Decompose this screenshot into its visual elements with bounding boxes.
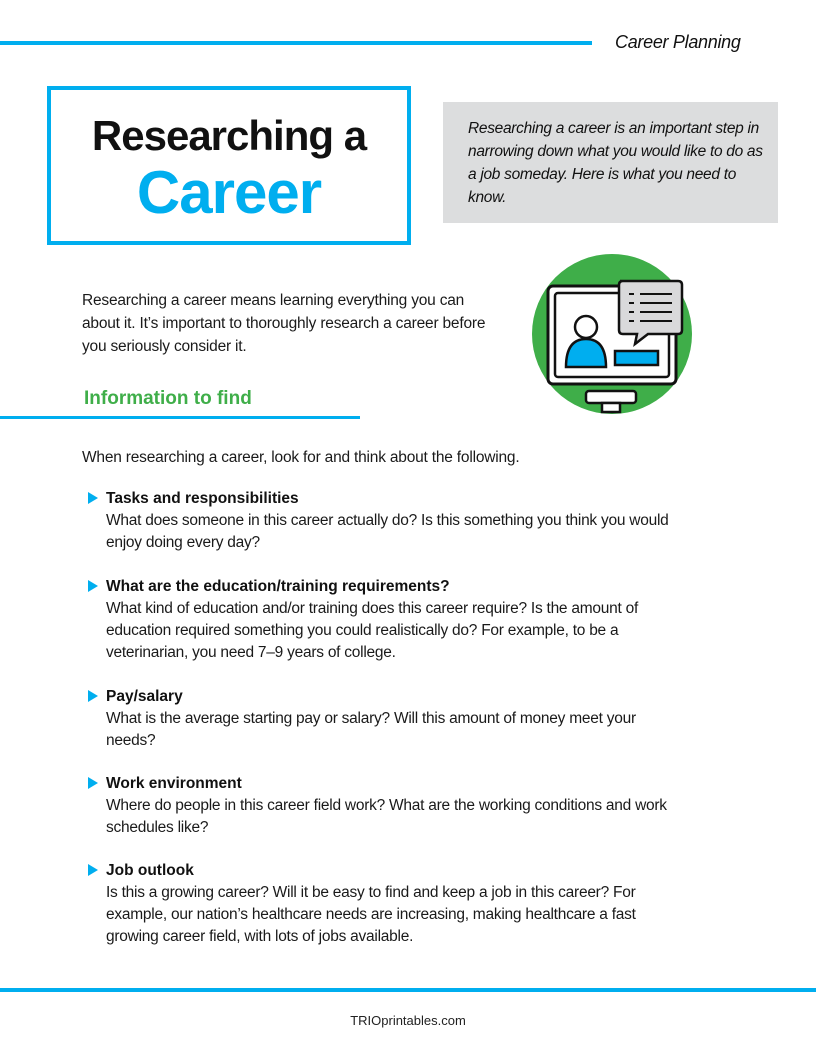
intro-paragraph: Researching a career means learning everything you can about it. It’s important to thoroughly research a career before you seriously consider it. bbox=[82, 292, 486, 355]
item-text: Is this a growing career? Will it be easy to find and keep a job in this career? For example, our nation’s healthcare needs are increasing, making healthcare a fast growing career field, with lots of jobs available. bbox=[106, 884, 636, 945]
item-title: Job outlook bbox=[106, 862, 194, 879]
page-title-line1: Researching a bbox=[91, 112, 367, 159]
item-title: Work environment bbox=[106, 775, 242, 792]
header-rule bbox=[0, 41, 592, 45]
triangle-bullet-icon bbox=[88, 864, 98, 876]
item-text: What kind of education and/or training does this career require? Is the amount of education required something you could realistically do? For example, to be a veterinarian, you need 7–9 years of college. bbox=[106, 600, 639, 661]
page-title-line2: Career bbox=[136, 159, 322, 226]
summary-box bbox=[443, 102, 778, 223]
item-text: What does someone in this career actually do? Is this something you think you would enjoy doing every day? bbox=[106, 512, 669, 551]
item-title: Pay/salary bbox=[106, 688, 183, 705]
triangle-bullet-icon bbox=[88, 580, 98, 592]
computer-profile-chat-icon bbox=[530, 254, 694, 418]
item-text: What is the average starting pay or salary? Will this amount of money meet your needs? bbox=[106, 710, 636, 749]
title-box bbox=[47, 86, 411, 245]
lead-text: When researching a career, look for and think about the following. bbox=[82, 449, 520, 466]
section-rule bbox=[0, 416, 360, 419]
list-item bbox=[88, 773, 688, 839]
list-item bbox=[88, 576, 688, 664]
triangle-bullet-icon bbox=[88, 492, 98, 504]
triangle-bullet-icon bbox=[88, 777, 98, 789]
list-item bbox=[88, 860, 688, 948]
item-text: Where do people in this career field work? What are the working conditions and work schedules like? bbox=[106, 797, 667, 836]
list-item bbox=[88, 686, 688, 752]
section-label: Career Planning bbox=[615, 32, 741, 52]
triangle-bullet-icon bbox=[88, 690, 98, 702]
item-title: What are the education/training requirements? bbox=[106, 578, 450, 595]
list-item bbox=[88, 488, 688, 554]
footer-rule bbox=[0, 988, 816, 992]
section-heading: Information to find bbox=[84, 388, 252, 409]
summary-text: Researching a career is an important step in narrowing down what you would like to do as a job someday. Here is what you need to know. bbox=[468, 120, 763, 206]
item-title: Tasks and responsibilities bbox=[106, 490, 299, 507]
footer-text: TRIOprintables.com bbox=[350, 1013, 466, 1028]
